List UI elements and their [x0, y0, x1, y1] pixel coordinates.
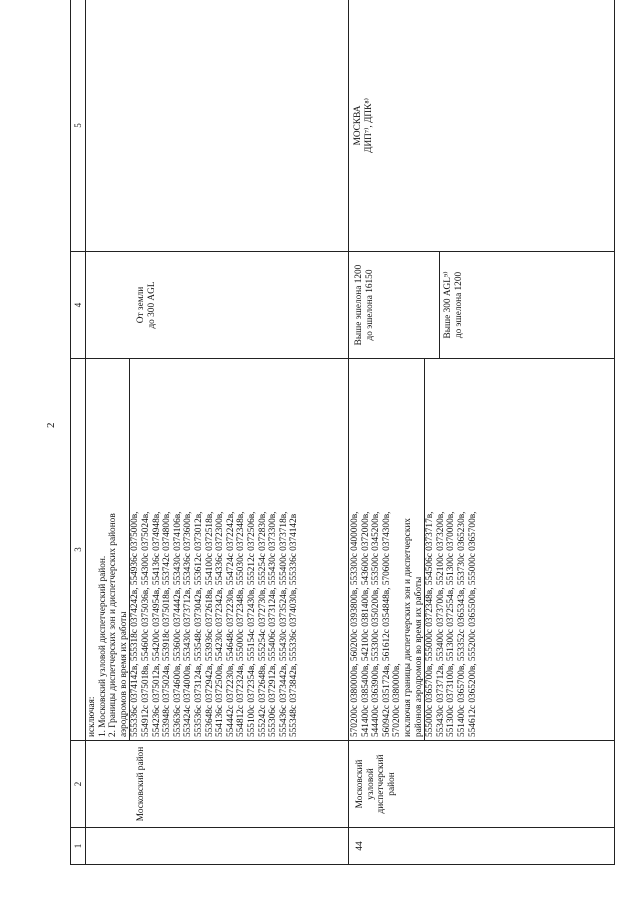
intro-line: аэродромов во время их работы: [118, 611, 129, 737]
table-row: [349, 0, 615, 865]
coord-line: 554812с 0372324в, 555000с 0372348в, 555030с 0372348в,: [236, 511, 247, 737]
coord-line: 555242с 0372648в, 555254с 0372730в, 555254с 0372830в,: [257, 511, 268, 737]
page-number: 2: [45, 422, 57, 428]
service-line: ДИП⁷⁾, ДПК⁸⁾: [363, 98, 374, 153]
row1-altitude: [86, 252, 349, 359]
row1-service: [86, 0, 349, 252]
header-row: [71, 0, 86, 865]
exclusion-line: районов аэродромов во время их работы: [413, 576, 424, 737]
coord-line: 554612с 0365200в, 555200с 0365500в, 555000с 0365700в,: [467, 511, 478, 737]
row2-area-text: Московский узловой диспетчерский район: [355, 754, 397, 814]
coord-line: 554236с 0375012в, 554200с 0374954в, 554136с 0374948в,: [151, 511, 162, 737]
row2-service: [349, 0, 615, 252]
intro-line: 1. Московский узловой диспетчерский район.: [97, 555, 108, 737]
coord-line: 553430с 0373712в, 553400с 0373700в, 552100с 0373200в,: [435, 511, 446, 737]
row1-boundary: [86, 359, 349, 741]
intro-line: исключая:: [87, 696, 97, 737]
airspace-table: [70, 0, 615, 865]
coord-line: 555348с 0373842в, 555336с 0374030в, 555336с 0374142в: [289, 513, 300, 737]
coord-line: 570200с 0380000в, 560200с 0393800в, 553300с 0400000в,: [350, 511, 360, 737]
altitude-line: От земли: [136, 286, 146, 324]
coord-line: 554442с 0372230в, 554648с 0372230в, 554724с 0372242в,: [225, 511, 236, 737]
row2-number: [349, 828, 615, 865]
coord-line: 553648с 0372942в, 553936с 0372618в, 554100с 0372518в,: [204, 511, 215, 737]
row1-area: [86, 741, 349, 828]
coord-line: 570200с 0380000в,: [392, 663, 403, 737]
exclusion-line: исключая границы диспетчерских зон и диспетчерских: [402, 518, 413, 737]
row2-boundary: [349, 359, 615, 741]
coord-line: 551300с 0373100в, 551300с 0372554в, 551300с 0370000в,: [446, 511, 457, 737]
altitude-line: до эшелона 1200: [453, 271, 464, 339]
altitude-line: Выше 300 AGL⁹⁾: [443, 271, 454, 339]
row1-number: [86, 828, 349, 865]
row2-altitude: [349, 252, 615, 359]
altitude-line: до 300 AGL: [146, 281, 157, 329]
row2-number-text: 44: [355, 841, 365, 851]
coord-line: 553536с 0373124в, 553548с 0373042в, 553612с 0373012в,: [193, 511, 204, 737]
coord-line: 553424с 0374000в, 553430с 0373712в, 553436с 0373600в,: [183, 511, 194, 737]
table-row: [86, 0, 349, 865]
row1-area-text: Московский район: [136, 746, 146, 822]
service-line: МОСКВА: [353, 105, 363, 146]
coord-line: 555100с 0372354в, 555154с 0372430в, 555212с 0372506в,: [246, 511, 257, 737]
coord-line: 544400с 0363900в, 553300с 0350200в, 553500с 0345200в,: [371, 511, 382, 737]
coord-line: 555000с 0365700в, 555000с 0372348в, 554506с 0373717в,: [425, 511, 436, 737]
header-col-5: 5: [71, 0, 86, 252]
coord-line: 555436с 0373442в, 555430с 0373524в, 555400с 0373718в,: [278, 511, 289, 737]
coord-line: 555306с 0372912в, 555406с 0373124в, 555430с 0373300в,: [268, 511, 279, 737]
header-col-3: 3: [71, 359, 86, 741]
coord-line: 554136с 0372500в, 554230с 0372342в, 554336с 0372300в,: [215, 511, 226, 737]
coord-line: 541400с 0385400в, 542100с 0381400в, 543600с 0372000в,: [360, 511, 371, 737]
header-col-4: 4: [71, 252, 86, 359]
altitude-line: до эшелона 16150: [364, 269, 375, 341]
coord-line: 553636с 0374600в, 553600с 0374442в, 553430с 0374106в,: [172, 511, 183, 737]
altitude-line: Выше эшелона 1200: [354, 264, 364, 346]
row2-area: [349, 741, 615, 828]
coord-line: 553948с 0375024в, 553918с 0375018в, 553742с 0374800в,: [162, 511, 173, 737]
header-col-1: 1: [71, 828, 86, 865]
coord-line: 554912с 0375018в, 554600с 0375036в, 554300с 0375024в,: [140, 511, 151, 737]
coord-line: 551400с 0365700в, 553352с 0365343в, 553730с 0365230в,: [456, 511, 467, 737]
coord-line: 555336с 0374142в, 555318с 0374242в, 554936с 0375000в,: [130, 511, 141, 737]
airspace-table-sheet: [70, 35, 615, 865]
header-col-2: 2: [71, 741, 86, 828]
coord-line: 560942с 0351724в, 561612с 0354848в, 570600с 0374300в,: [381, 511, 392, 737]
intro-line: 2. Границы диспетчерских зон и диспетчерских районов: [108, 513, 119, 737]
